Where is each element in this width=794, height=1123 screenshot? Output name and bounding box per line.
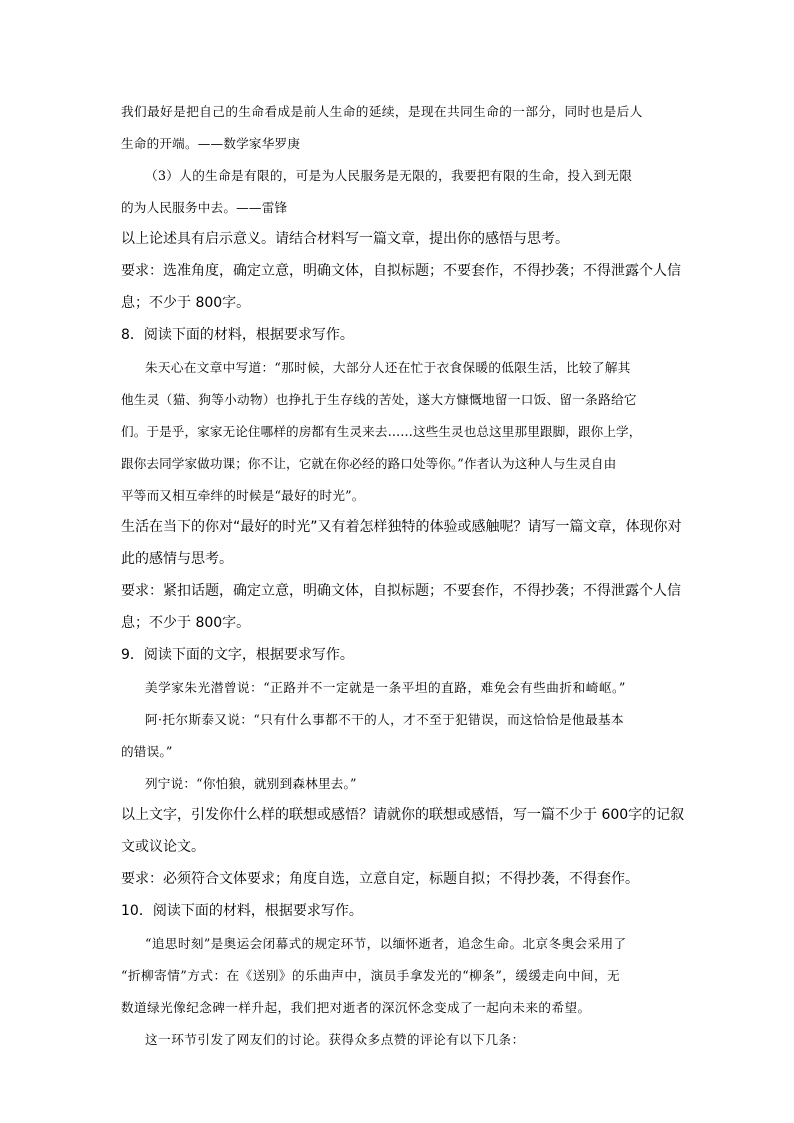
text-line: 朱天心在文章中写道：“那时候，大部分人还在忙于衣食保暖的低限生活，比较了解其 <box>145 360 631 375</box>
question-heading: 10．阅读下面的材料，根据要求写作。 <box>121 903 363 919</box>
text-line: 息；不少于 800字。 <box>121 295 251 311</box>
text-line: 文或议论文。 <box>121 839 205 855</box>
text-line: 以上文字，引发你什么样的联想或感悟？请就你的联想或感悟，写一篇不少于 600字的记叙 <box>121 807 685 823</box>
question-heading: 9．阅读下面的文字，根据要求写作。 <box>121 647 354 663</box>
text-line: 我们最好是把自己的生命看成是前人生命的延续，是现在共同生命的一部分，同时也是后人 <box>121 104 643 119</box>
text-line: 以上论述具有启示意义。请结合材料写一篇文章，提出你的感悟与思考。 <box>121 231 569 247</box>
text-line: “追思时刻”是奥运会闭幕式的规定环节，以缅怀逝者，追念生命。北京冬奥会采用了 <box>145 936 627 951</box>
text-line: 美学家朱光潜曾说：“正路并不一定就是一条平坦的直路，难免会有些曲折和崎岖。” <box>145 680 626 695</box>
text-line: 的错误。” <box>121 744 173 759</box>
text-line: 数道绿光像纪念碑一样升起，我们把对逝者的深沉怀念变成了一起向未来的希望。 <box>121 1000 591 1015</box>
text-line: 阿·托尔斯泰又说：“只有什么事都不干的人，才不至于犯错误，而这恰恰是他最基本 <box>145 712 625 727</box>
text-line: 生命的开端。——数学家华罗庚 <box>121 136 301 151</box>
text-line: 息；不少于 800字。 <box>121 615 251 631</box>
text-line: 生活在当下的你对“最好的时光”又有着怎样独特的体验或感触呢？请写一篇文章，体现你对 <box>121 519 682 535</box>
text-line: 此的感情与思考。 <box>121 551 233 567</box>
text-line: 这一环节引发了网友们的讨论。获得众多点赞的评论有以下几条： <box>145 1032 525 1047</box>
text-line: 跟你去同学家做功课；你不让，它就在你必经的路口处等你。”作者认为这种人与生灵自由 <box>121 456 617 471</box>
text-line: 列宁说：“你怕狼，就别到森林里去。” <box>145 776 357 791</box>
text-line: 们。于是乎，家家无论住哪样的房都有生灵来去……这些生灵也总这里那里跟脚，跟你上学， <box>121 424 642 439</box>
text-line: 要求：必须符合文体要求；角度自选，立意自定，标题自拟；不得抄袭，不得套作。 <box>121 871 639 887</box>
text-line: 他生灵（猫、狗等小动物）也挣扎于生存线的苦处，遂大方慷慨地留一口饭、留一条路给它 <box>121 392 637 407</box>
text-line: 要求：紧扣话题，确定立意，明确文体，自拟标题；不要套作，不得抄袭；不得泄露个人信 <box>121 583 681 599</box>
text-line: “折柳寄情”方式：在《送别》的乐曲声中，演员手拿发光的“柳条”，缓缓走向中间，无 <box>121 968 621 983</box>
text-line: 平等而又相互牵绊的时候是“最好的时光”。 <box>121 488 365 503</box>
text-line: 要求：选准角度，确定立意，明确文体，自拟标题；不要套作，不得抄袭；不得泄露个人信 <box>121 263 681 279</box>
text-line: （3）人的生命是有限的，可是为人民服务是无限的，我要把有限的生命，投入到无限 <box>145 168 633 183</box>
question-heading: 8．阅读下面的材料，根据要求写作。 <box>121 327 354 343</box>
text-line: 的为人民服务中去。——雷锋 <box>121 200 288 215</box>
